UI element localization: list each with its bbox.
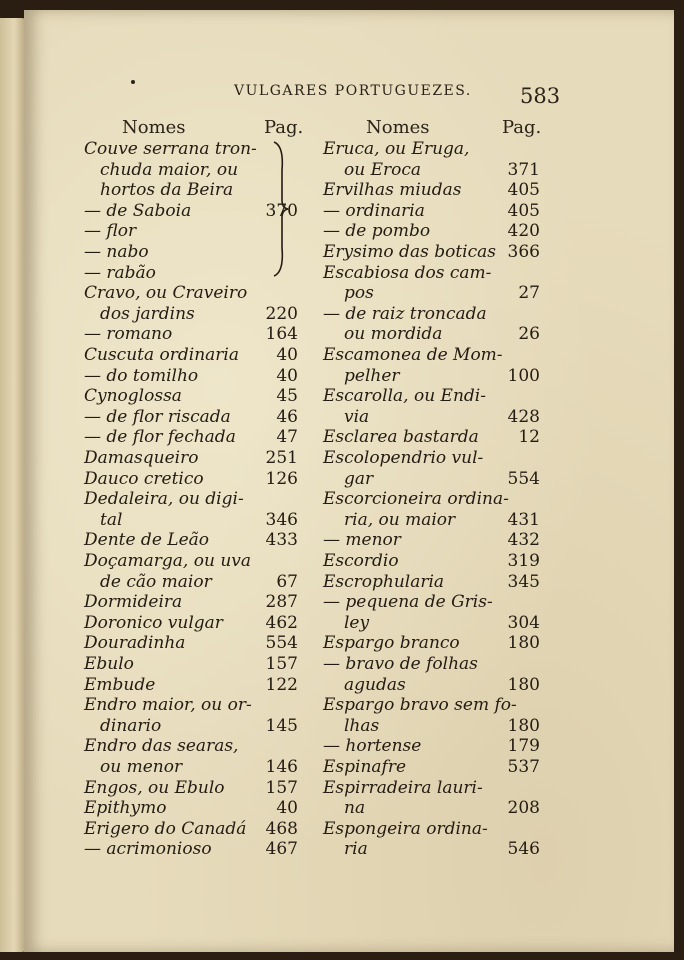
index-entry-line: — bravo de folhas	[323, 654, 478, 674]
index-page-ref: 179	[507, 736, 540, 757]
index-page-ref: 428	[507, 406, 540, 427]
index-entry-line: hortos da Beira	[100, 180, 234, 201]
book-page	[24, 10, 674, 952]
index-entry-line: ley	[344, 612, 370, 633]
index-page-ref: 304	[507, 612, 540, 633]
index-page-ref: 405	[507, 180, 540, 201]
index-page-ref: 537	[507, 757, 540, 777]
index-page-ref: 12	[518, 427, 540, 448]
index-entry-line: Embude	[84, 674, 156, 695]
index-page-ref: 40	[276, 365, 298, 386]
index-entry-line: Erysimo das boticas	[323, 242, 496, 262]
index-entry-line: lhas	[344, 715, 380, 736]
index-page-ref: 370	[265, 200, 298, 221]
index-entry-line: — de raiz troncada	[323, 303, 487, 324]
index-entry-line: — de flor riscada	[84, 406, 231, 427]
index-entry-line: Espargo branco	[323, 633, 460, 654]
index-page-ref: 251	[265, 448, 298, 468]
index-page-ref: 420	[507, 221, 540, 242]
index-entry-line: pelher	[344, 365, 400, 386]
index-page-ref: 27	[518, 283, 540, 304]
index-entry-line: Cravo, ou Craveiro	[84, 283, 248, 304]
index-page-ref: 180	[507, 633, 540, 654]
index-page-ref: 554	[265, 633, 298, 654]
index-entry-line: — ordinaria	[323, 200, 425, 221]
index-page-ref: 546	[507, 839, 540, 860]
index-entry-line: Ebulo	[84, 654, 134, 674]
index-page-ref: 122	[265, 674, 298, 695]
index-page-ref: 431	[507, 509, 540, 530]
index-entry-line: tal	[100, 509, 123, 530]
index-page-ref: 554	[507, 468, 540, 489]
index-page-ref: 346	[265, 509, 298, 530]
index-entry-line: Esclarea bastarda	[323, 427, 479, 448]
index-entry-line: de cão maior	[100, 571, 212, 592]
index-page-ref: 468	[265, 818, 298, 839]
index-page-ref: 220	[265, 303, 298, 324]
index-entry-line: via	[344, 406, 370, 427]
index-entry-line: gar	[344, 468, 374, 489]
index-entry-line: Doronico vulgar	[84, 612, 223, 633]
index-page-ref: 462	[265, 612, 298, 633]
index-entry-line: Escolopendrio vul-	[323, 448, 484, 468]
index-page-ref: 164	[265, 324, 298, 345]
index-entry-line: Escabiosa dos cam-	[323, 262, 492, 283]
running-header: VULGARES PORTUGUEZES.	[234, 83, 472, 99]
index-entry-line: Escordio	[323, 551, 399, 571]
index-page-ref: 157	[265, 654, 298, 674]
index-entry-line: — rabão	[84, 262, 156, 283]
index-entry-line: Cuscuta ordinaria	[84, 345, 239, 365]
index-page-ref: 208	[507, 798, 540, 819]
index-page-ref: 26	[518, 324, 540, 345]
index-entry-line: na	[344, 798, 366, 819]
index-page-ref: 46	[276, 406, 298, 427]
index-entry-line: — menor	[323, 530, 401, 551]
index-page-ref: 366	[507, 242, 540, 262]
index-entry-line: Damasqueiro	[84, 448, 199, 468]
index-entry-line: — nabo	[84, 242, 149, 262]
left-column-head-page: Pag.	[264, 117, 304, 138]
index-entry-line: — romano	[84, 324, 173, 345]
index-entry-line: Dormideira	[84, 592, 183, 613]
ink-spot	[131, 80, 135, 84]
index-page-ref: 180	[507, 715, 540, 736]
index-entry-line: Espongeira ordina-	[323, 818, 488, 839]
index-entry-line: Endro das searas,	[84, 736, 239, 757]
index-entry-line: Escorcioneira ordina-	[323, 489, 509, 510]
index-page-ref: 345	[507, 571, 540, 592]
right-column-head-names: Nomes	[366, 117, 430, 138]
index-page-ref: 126	[265, 468, 298, 489]
right-column-head-page: Pag.	[502, 117, 542, 138]
index-entry-line: Espinafre	[323, 757, 407, 777]
index-entry-line: Couve serrana tron-	[84, 139, 257, 159]
index-entry-line: dos jardins	[100, 303, 195, 324]
index-entry-line: — do tomilho	[84, 365, 199, 386]
index-entry-line: Escarolla, ou Endi-	[323, 386, 486, 407]
index-page-ref: 47	[276, 427, 298, 448]
index-entry-line: agudas	[344, 674, 406, 695]
index-entry-line: ou Eroca	[344, 159, 422, 180]
index-page-ref: 146	[265, 757, 298, 777]
index-entry-line: Espargo bravo sem fo-	[323, 695, 517, 716]
index-entry-line: ria, ou maior	[344, 509, 456, 530]
index-entry-line: pos	[344, 283, 374, 304]
index-page-ref: 432	[507, 530, 540, 551]
index-page-ref: 433	[265, 530, 298, 551]
index-entry-line: Dente de Leão	[84, 530, 210, 551]
index-entry-line: Engos, ou Ebulo	[84, 777, 225, 798]
index-page-ref: 180	[507, 674, 540, 695]
index-page-ref: 45	[276, 386, 298, 407]
index-page-ref: 467	[265, 839, 298, 860]
index-entry-line: Cynoglossa	[84, 386, 182, 407]
index-entry-line: Epithymo	[84, 798, 167, 819]
index-entry-line: Eruca, ou Eruga,	[323, 139, 470, 159]
index-entry-line: Endro maior, ou or-	[84, 695, 252, 716]
index-entry-line: — hortense	[323, 736, 422, 757]
index-entry-line: Ervilhas miudas	[323, 180, 462, 201]
index-entry-line: — acrimonioso	[84, 839, 212, 860]
index-entry-line: chuda maior, ou	[100, 159, 239, 180]
index-page-ref: 100	[507, 365, 540, 386]
index-entry-line: ria	[344, 839, 368, 860]
index-entry-line: — de flor fechada	[84, 427, 236, 448]
index-page-ref: 405	[507, 200, 540, 221]
index-entry-line: Dauco cretico	[84, 468, 204, 489]
left-column-head-names: Nomes	[122, 117, 186, 138]
index-entry-line: dinario	[100, 715, 162, 736]
index-entry-line: Erigero do Canadá	[84, 818, 247, 839]
index-entry-line: — de pombo	[323, 221, 431, 242]
index-page-ref: 319	[507, 551, 540, 571]
index-entry-line: Doçamarga, ou uva	[84, 551, 252, 571]
page-number: 583	[520, 84, 561, 108]
index-page-ref: 287	[265, 592, 298, 613]
index-page-ref: 40	[276, 798, 298, 819]
index-page-ref: 371	[507, 159, 540, 180]
index-entry-line: — pequena de Gris-	[323, 592, 493, 613]
index-entry-line: Escamonea de Mom-	[323, 345, 503, 365]
index-entry-line: Douradinha	[84, 633, 186, 654]
index-entry-line: Espirradeira lauri-	[323, 777, 483, 798]
index-page-ref: 145	[265, 715, 298, 736]
index-entry-line: Dedaleira, ou digi-	[84, 489, 244, 510]
index-entry-line: Escrophularia	[323, 571, 445, 592]
facing-page-edge	[0, 18, 26, 952]
index-entry-line: — flor	[84, 221, 137, 242]
index-page-ref: 157	[265, 777, 298, 798]
index-entry-line: ou mordida	[344, 324, 443, 345]
index-entry-line: ou menor	[100, 757, 183, 777]
index-entry-line: — de Saboia	[84, 200, 192, 221]
index-page-ref: 67	[276, 571, 298, 592]
index-page-ref: 40	[276, 345, 298, 365]
